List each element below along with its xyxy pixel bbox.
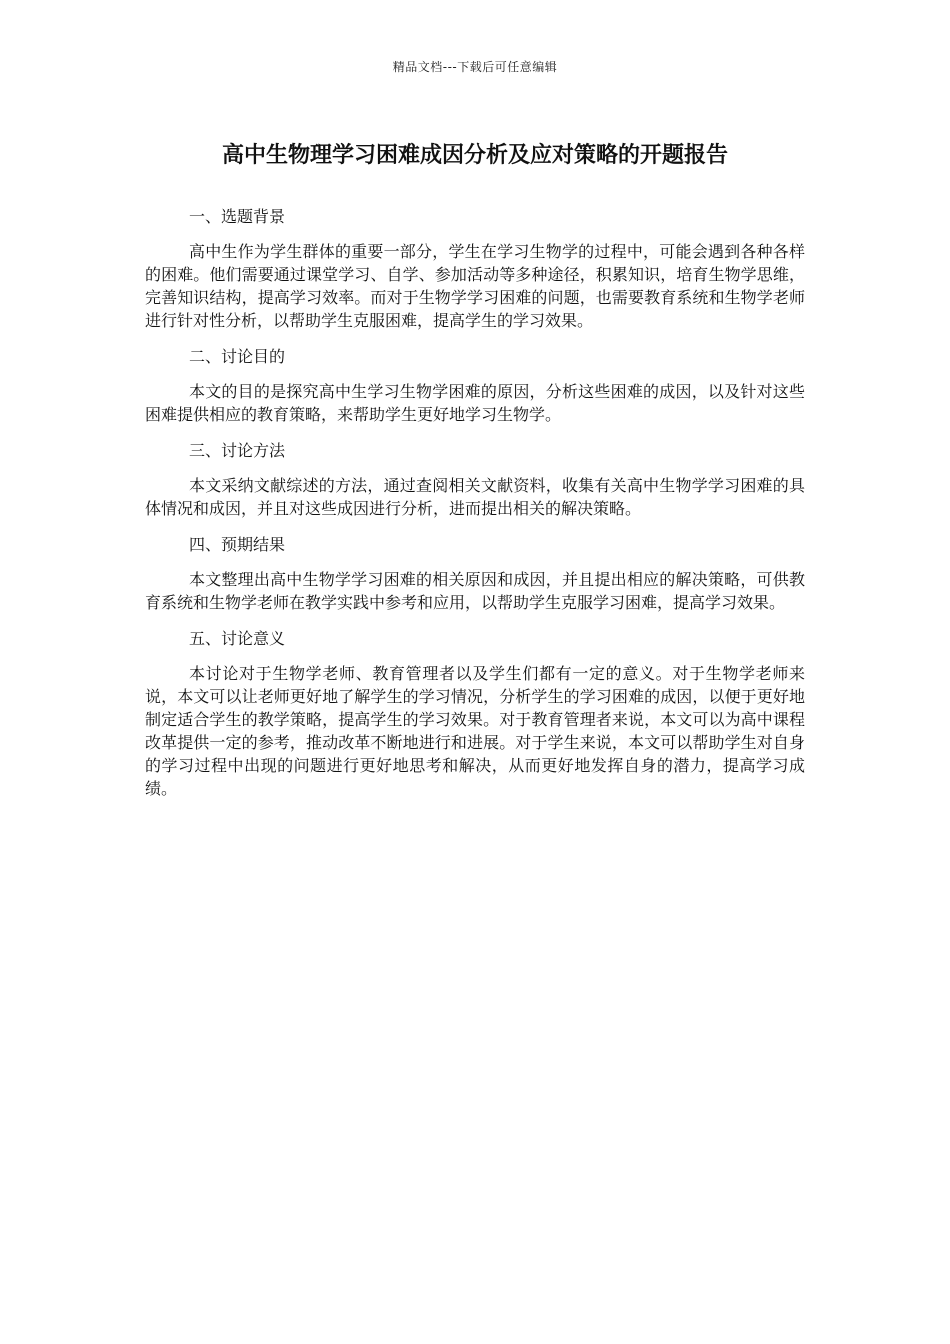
section-heading-background: 一、选题背景 <box>189 207 286 226</box>
section-body-significance: 本讨论对于生物学老师、教育管理者以及学生们都有一定的意义。对于生物学老师来说，本文可以让老师更好地了解学生的学习情况，分析学生的学习困难的成因，以便于更好地制定适合学生的教学策略，提高学生的学习效果。对于教育管理者来说，本文可以为高中课程改革提供一定的参考，推动改革不断地进行和进展。对于学生来说，本文可以帮助学生对自身的学习过程中出现的问题进行更好地思考和解决，从而更好地发挥自身的潜力，提高学习成绩。 <box>145 664 805 798</box>
section-body-background: 高中生作为学生群体的重要一部分，学生在学习生物学的过程中，可能会遇到各种各样的困难。他们需要通过课堂学习、自学、参加活动等多种途径，积累知识，培育生物学思维，完善知识结构，提高学习效率。而对于生物学学习困难的问题，也需要教育系统和生物学老师进行针对性分析，以帮助学生克服困难，提高学生的学习效果。 <box>145 242 805 330</box>
section-heading-method: 三、讨论方法 <box>189 441 286 460</box>
section-body-purpose: 本文的目的是探究高中生学习生物学困难的原因，分析这些困难的成因，以及针对这些困难提供相应的教育策略，来帮助学生更好地学习生物学。 <box>145 382 805 424</box>
document-body <box>145 205 805 813</box>
page-header: 精品文档---下载后可任意编辑 <box>392 60 558 74</box>
section-body-method: 本文采纳文献综述的方法，通过查阅相关文献资料，收集有关高中生物学学习困难的具体情况和成因，并且对这些成因进行分析，进而提出相关的解决策略。 <box>145 476 805 518</box>
section-heading-expected-results: 四、预期结果 <box>189 535 286 554</box>
document-title: 高中生物理学习困难成因分析及应对策略的开题报告 <box>221 143 728 168</box>
section-heading-significance: 五、讨论意义 <box>189 629 286 648</box>
section-heading-purpose: 二、讨论目的 <box>189 347 286 366</box>
section-body-expected-results: 本文整理出高中生物学学习困难的相关原因和成因，并且提出相应的解决策略，可供教育系统和生物学老师在教学实践中参考和应用，以帮助学生克服学习困难，提高学习效果。 <box>145 570 805 612</box>
